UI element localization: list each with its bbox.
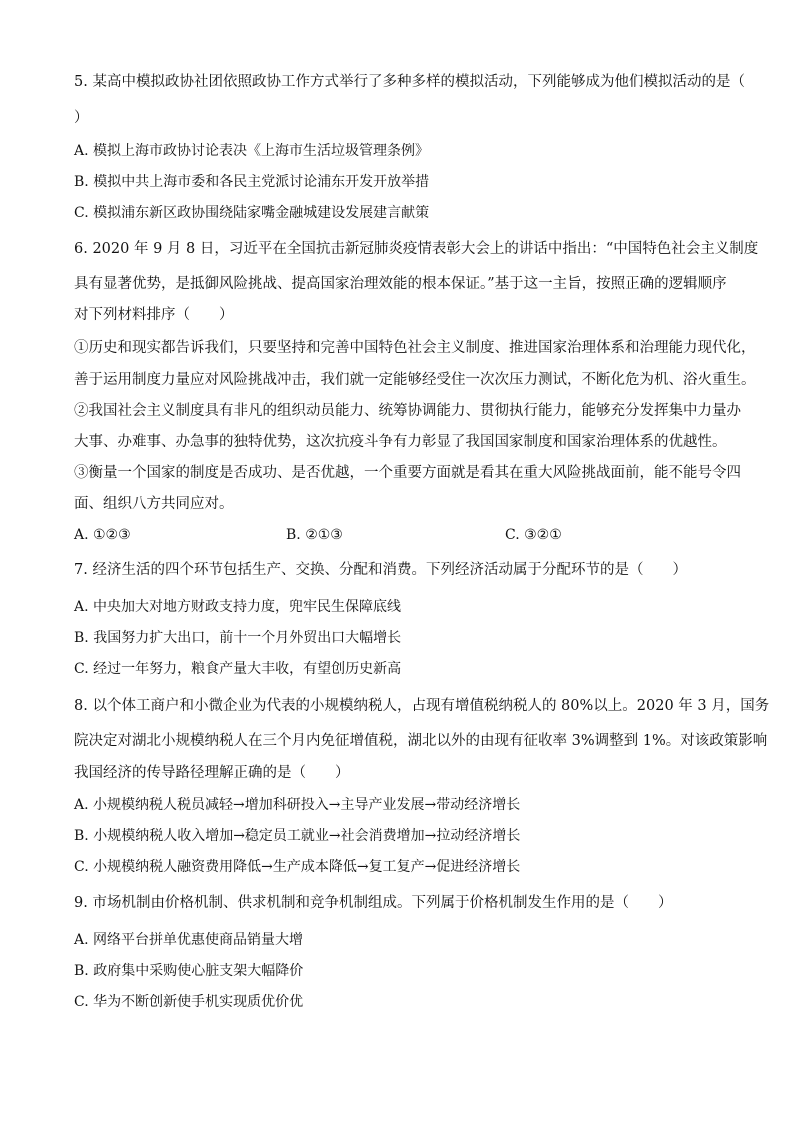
q6-stem-line-3: 对下列材料排序（ ） bbox=[74, 307, 234, 323]
q8-stem-line-1: 8. 以个体工商户和小微企业为代表的小规模纳税人，占现有增值税纳税人的 80%以上。2020 年 3 月，国务 bbox=[74, 698, 770, 714]
q7-option-b: B. 我国努力扩大出口，前十一个月外贸出口大幅增长 bbox=[74, 630, 402, 646]
q8-option-b: B. 小规模纳税人收入增加→稳定员工就业→社会消费增加→拉动经济增长 bbox=[74, 828, 521, 844]
q9-option-a: A. 网络平台拼单优惠使商品销量大增 bbox=[74, 932, 304, 948]
q5-option-a: A. 模拟上海市政协讨论表决《上海市生活垃圾管理条例》 bbox=[74, 143, 430, 159]
q9-option-c: C. 华为不断创新使手机实现质优价优 bbox=[74, 994, 304, 1010]
q5-option-b: B. 模拟中共上海市委和各民主党派讨论浦东开发开放举措 bbox=[74, 174, 430, 190]
q6-option-b: B. ②①③ bbox=[286, 527, 343, 543]
q6-item-1-line-1: ①历史和现实都告诉我们，只要坚持和完善中国特色社会主义制度、推进国家治理体系和治理能力现代化， bbox=[74, 340, 756, 356]
q6-item-3-line-1: ③衡量一个国家的制度是否成功、是否优越，一个重要方面就是看其在重大风险挑战面前，能不能号令四 bbox=[74, 465, 741, 481]
q8-option-a: A. 小规模纳税人税员减轻→增加科研投入→主导产业发展→带动经济增长 bbox=[74, 797, 521, 813]
q6-item-1-line-2: 善于运用制度力量应对风险挑战冲击，我们就一定能够经受住一次次压力测试，不断化危为机、浴火重生。 bbox=[74, 372, 756, 388]
q6-stem-line-2: 具有显著优势，是抵御风险挑战、提高国家治理效能的根本保证。”基于这一主旨，按照正确的逻辑顺序 bbox=[74, 276, 727, 292]
q6-item-3-line-2: 面、组织八方共同应对。 bbox=[74, 496, 234, 512]
q6-options-row bbox=[74, 525, 744, 545]
q7-stem-line-1: 7. 经济生活的四个环节包括生产、交换、分配和消费。下列经济活动属于分配环节的是（ ） bbox=[74, 562, 687, 578]
q7-option-c: C. 经过一年努力，粮食产量大丰收，有望创历史新高 bbox=[74, 661, 402, 677]
q6-option-a: A. ①②③ bbox=[74, 527, 131, 543]
q7-option-a: A. 中央加大对地方财政支持力度，兜牢民生保障底线 bbox=[74, 599, 402, 615]
q5-stem-line-1: 5. 某高中模拟政协社团依照政协工作方式举行了多种多样的模拟活动，下列能够成为他们模拟活动的是（ bbox=[74, 74, 745, 90]
q9-option-b: B. 政府集中采购使心脏支架大幅降价 bbox=[74, 963, 304, 979]
q6-stem-line-1: 6. 2020 年 9 月 8 日，习近平在全国抗击新冠肺炎疫情表彰大会上的讲话中指出：“中国特色社会主义制度 bbox=[74, 241, 759, 257]
q6-option-c: C. ③②① bbox=[505, 527, 562, 543]
q8-option-c: C. 小规模纳税人融资费用降低→生产成本降低→复工复产→促进经济增长 bbox=[74, 859, 521, 875]
q9-stem-line-1: 9. 市场机制由价格机制、供求机制和竞争机制组成。下列属于价格机制发生作用的是（ ） bbox=[74, 895, 673, 911]
q5-option-c: C. 模拟浦东新区政协围绕陆家嘴金融城建设发展建言献策 bbox=[74, 205, 430, 221]
q5-stem-line-2: ） bbox=[74, 110, 89, 126]
q8-stem-line-2: 院决定对湖北小规模纳税人在三个月内免征增值税，湖北以外的由现有征收率 3%调整到 1%。对该政策影响 bbox=[74, 733, 768, 749]
q6-item-2-line-1: ②我国社会主义制度具有非凡的组织动员能力、统筹协调能力、贯彻执行能力，能够充分发挥集中力量办 bbox=[74, 403, 741, 419]
q6-item-2-line-2: 大事、办难事、办急事的独特优势，这次抗疫斗争有力彰显了我国国家制度和国家治理体系的优越性。 bbox=[74, 434, 727, 450]
q8-stem-line-3: 我国经济的传导路径理解正确的是（ ） bbox=[74, 765, 350, 781]
